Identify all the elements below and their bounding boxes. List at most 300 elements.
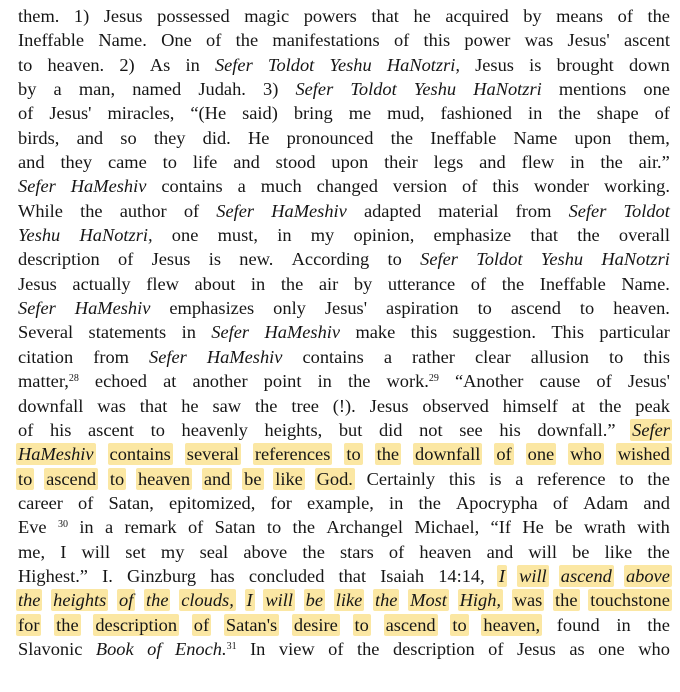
text-run: of xyxy=(118,249,134,270)
text-run: HaNotzri, xyxy=(386,54,460,75)
word xyxy=(577,223,599,247)
text-run: of xyxy=(552,492,569,513)
text-run: he xyxy=(413,6,431,26)
text-run: “Another xyxy=(454,371,524,392)
highlighted-text: be xyxy=(305,590,324,611)
word xyxy=(108,491,153,515)
text-run: at xyxy=(571,395,586,416)
word xyxy=(18,418,33,442)
highlighted-text: contains xyxy=(109,444,171,465)
word xyxy=(590,588,670,612)
highlighted-text: the xyxy=(555,590,578,611)
word xyxy=(140,394,168,418)
highlighted-text: to xyxy=(354,614,369,635)
text-run: man, xyxy=(78,79,116,100)
text-run: Jesus xyxy=(103,6,143,26)
word xyxy=(637,515,670,539)
text-run: of xyxy=(206,30,222,51)
word xyxy=(393,637,475,661)
text-run: Jesus' xyxy=(49,103,92,124)
word xyxy=(570,150,584,174)
text-run: of xyxy=(654,103,670,124)
word xyxy=(384,345,392,369)
word xyxy=(242,101,278,125)
word xyxy=(18,77,36,101)
word xyxy=(281,272,303,296)
text-run: and xyxy=(233,152,260,173)
word xyxy=(125,540,145,564)
word xyxy=(503,394,558,418)
word xyxy=(292,247,370,271)
word xyxy=(618,4,633,28)
word xyxy=(247,588,253,612)
word xyxy=(354,272,372,296)
word xyxy=(626,564,670,588)
word xyxy=(18,272,57,296)
word xyxy=(462,174,477,198)
word xyxy=(120,199,167,223)
word xyxy=(388,272,455,296)
text-run: description xyxy=(18,249,100,270)
word xyxy=(386,296,459,320)
word xyxy=(192,369,247,393)
word xyxy=(127,564,196,588)
text-line xyxy=(18,637,670,661)
word xyxy=(605,540,633,564)
word xyxy=(151,418,165,442)
word xyxy=(580,296,594,320)
word xyxy=(18,150,45,174)
text-run: to xyxy=(150,419,165,440)
text-run: Eve xyxy=(18,517,47,538)
word xyxy=(643,345,670,369)
text-run: a xyxy=(515,468,524,489)
word xyxy=(188,515,203,539)
text-run: remark xyxy=(124,517,177,538)
word xyxy=(540,272,606,296)
text-run: heaven. xyxy=(47,54,105,75)
text-run: description xyxy=(392,638,475,659)
text-run: as xyxy=(569,638,585,659)
highlighted-text: ascend xyxy=(385,614,436,635)
text-run: miracles, xyxy=(107,103,175,124)
text-run: Satan, xyxy=(108,492,154,513)
word xyxy=(628,369,670,393)
word xyxy=(264,369,302,393)
word xyxy=(58,515,68,539)
text-run: (!). xyxy=(332,395,356,416)
text-run: from xyxy=(93,346,129,367)
text-run: Apocrypha xyxy=(456,492,538,513)
text-run: HaNotzri xyxy=(601,249,670,270)
word xyxy=(333,394,356,418)
word xyxy=(18,4,59,28)
word xyxy=(187,442,239,466)
word xyxy=(569,637,584,661)
text-line xyxy=(18,345,670,369)
word xyxy=(104,4,143,28)
word xyxy=(149,345,187,369)
word xyxy=(110,467,124,491)
text-run: fashioned xyxy=(440,103,512,124)
text-run: their xyxy=(384,152,418,173)
word xyxy=(255,394,277,418)
text-line xyxy=(18,77,670,101)
word xyxy=(276,150,316,174)
text-run: point xyxy=(263,371,302,392)
word xyxy=(243,540,287,564)
word xyxy=(418,491,440,515)
text-run: to xyxy=(18,54,33,75)
word xyxy=(18,394,83,418)
text-run: the xyxy=(501,273,525,294)
text-run: emphasizes xyxy=(169,298,255,319)
word xyxy=(599,394,621,418)
word xyxy=(18,588,40,612)
word xyxy=(54,77,62,101)
text-run: “If xyxy=(490,517,511,538)
text-run: make xyxy=(355,322,396,343)
word xyxy=(18,53,32,77)
word xyxy=(236,28,258,52)
highlighted-text: to xyxy=(109,468,125,489)
text-run: that xyxy=(139,395,168,416)
highlighted-text: HaMeshiv xyxy=(18,444,94,465)
text-run: air xyxy=(318,273,339,294)
word xyxy=(163,150,177,174)
word xyxy=(18,637,82,661)
text-run: a xyxy=(104,517,114,538)
text-run: to xyxy=(387,249,402,270)
text-run: the xyxy=(347,371,371,392)
word xyxy=(105,515,113,539)
text-run: Highest.” xyxy=(18,565,88,586)
word xyxy=(438,199,498,223)
text-run: Sefer xyxy=(18,176,56,197)
word xyxy=(531,345,589,369)
word xyxy=(516,199,552,223)
word xyxy=(185,53,199,77)
text-run: author xyxy=(119,200,167,221)
word xyxy=(459,418,482,442)
word xyxy=(294,613,338,637)
text-run: wonder xyxy=(533,176,590,197)
text-run: air.” xyxy=(638,152,670,173)
word xyxy=(147,637,161,661)
highlighted-text: be xyxy=(244,468,262,489)
word xyxy=(522,515,543,539)
text-run: HaMeshiv xyxy=(70,176,147,197)
word xyxy=(604,174,670,198)
text-run: “(He xyxy=(190,103,227,124)
word xyxy=(255,442,331,466)
text-run: only xyxy=(273,298,306,319)
word xyxy=(340,540,374,564)
word xyxy=(317,467,353,491)
text-run: pronounced xyxy=(286,127,374,148)
text-run: of xyxy=(183,200,200,221)
word xyxy=(18,540,45,564)
word xyxy=(449,467,476,491)
text-line xyxy=(18,223,670,247)
word xyxy=(555,588,577,612)
highlighted-text: the xyxy=(376,444,400,465)
word xyxy=(349,101,371,125)
text-run: the xyxy=(356,638,380,659)
word xyxy=(60,150,92,174)
text-run: Yeshu xyxy=(18,225,61,246)
text-run: of xyxy=(470,273,487,294)
text-run: Adam xyxy=(583,492,629,513)
text-run: Jesus xyxy=(369,395,409,416)
text-run: in xyxy=(317,371,332,392)
text-run: concluded xyxy=(248,565,325,586)
text-run: and xyxy=(486,541,514,562)
word xyxy=(251,272,265,296)
word xyxy=(287,126,374,150)
word xyxy=(624,28,670,52)
text-run: one xyxy=(598,638,625,659)
word xyxy=(387,53,460,77)
text-run: ascend xyxy=(510,298,561,319)
text-run: not xyxy=(419,419,443,440)
text-run: wrath xyxy=(583,517,626,538)
text-run: of xyxy=(393,30,410,51)
highlighted-text: heaven, xyxy=(483,614,541,635)
highlighted-text: Satan's xyxy=(225,614,278,635)
text-line xyxy=(18,540,670,564)
word xyxy=(569,199,607,223)
footnote-ref: 30 xyxy=(57,519,68,531)
word xyxy=(233,150,260,174)
word xyxy=(93,345,129,369)
text-run: in xyxy=(616,614,631,635)
text-run: by xyxy=(353,273,373,294)
text-run: down xyxy=(628,54,670,75)
text-run: Sefer xyxy=(18,298,56,319)
word xyxy=(460,588,501,612)
text-run: named xyxy=(132,79,182,100)
word xyxy=(389,540,404,564)
text-run: cause xyxy=(539,371,581,392)
text-run: of xyxy=(187,517,204,538)
word xyxy=(540,369,581,393)
word xyxy=(272,28,379,52)
text-run: He xyxy=(522,517,544,538)
word xyxy=(488,637,503,661)
word xyxy=(354,223,415,247)
word xyxy=(596,369,611,393)
text-run: me, xyxy=(18,541,46,562)
word xyxy=(216,199,254,223)
word xyxy=(182,418,248,442)
word xyxy=(248,126,269,150)
text-run: heaven xyxy=(419,541,472,562)
word xyxy=(80,199,102,223)
word xyxy=(157,4,230,28)
word xyxy=(413,4,430,28)
text-run: of xyxy=(596,371,612,392)
text-run: to xyxy=(162,152,177,173)
word xyxy=(629,53,670,77)
text-run: see xyxy=(459,419,483,440)
word xyxy=(207,345,283,369)
word xyxy=(647,613,669,637)
text-run: at xyxy=(163,371,177,392)
word xyxy=(561,564,612,588)
word xyxy=(445,4,508,28)
text-run: that xyxy=(338,565,367,586)
word xyxy=(473,77,541,101)
word xyxy=(339,564,367,588)
highlighted-text: heights xyxy=(53,590,107,611)
text-line xyxy=(18,272,670,296)
highlighted-text: I xyxy=(498,565,505,586)
text-run: said) xyxy=(242,103,278,124)
word xyxy=(350,77,396,101)
word xyxy=(601,247,669,271)
word xyxy=(267,515,281,539)
word xyxy=(319,272,338,296)
footnote-ref: 29 xyxy=(428,373,439,385)
highlighted-text: Most xyxy=(410,590,447,611)
word xyxy=(483,613,540,637)
text-run: utterance xyxy=(387,273,456,294)
text-run: Isaiah xyxy=(380,565,425,586)
text-run: HaMeshiv xyxy=(271,200,347,221)
text-run: much xyxy=(260,176,302,197)
text-line xyxy=(18,418,670,442)
text-run: view xyxy=(278,638,315,659)
word xyxy=(502,272,524,296)
word xyxy=(348,369,370,393)
word xyxy=(138,467,190,491)
word xyxy=(96,637,134,661)
text-run: the xyxy=(647,541,670,562)
text-run: seal xyxy=(199,541,229,562)
text-run: shape xyxy=(596,103,639,124)
text-line xyxy=(18,126,670,150)
word xyxy=(279,637,315,661)
text-run: of xyxy=(328,638,344,659)
word xyxy=(193,150,218,174)
word xyxy=(181,394,198,418)
word xyxy=(302,540,324,564)
text-run: rather xyxy=(412,346,455,367)
highlighted-text: like xyxy=(335,590,363,611)
word xyxy=(218,223,258,247)
text-run: tree xyxy=(291,395,319,416)
text-run: did xyxy=(378,419,403,440)
highlighted-text: the xyxy=(374,590,398,611)
text-line xyxy=(18,564,670,588)
word xyxy=(389,491,403,515)
text-run: heavenly xyxy=(181,419,248,440)
word xyxy=(318,369,332,393)
text-run: my xyxy=(160,541,185,562)
text-run: reference xyxy=(537,468,606,489)
text-run: be xyxy=(555,517,573,538)
word xyxy=(528,101,542,125)
word xyxy=(655,101,670,125)
word xyxy=(357,637,379,661)
text-run: will xyxy=(528,541,557,562)
word xyxy=(387,369,439,393)
text-run: 14:14, xyxy=(438,565,485,586)
highlighted-text: of xyxy=(193,614,210,635)
word xyxy=(211,320,249,344)
highlighted-text: ascend xyxy=(46,468,97,489)
word xyxy=(82,540,111,564)
word xyxy=(71,174,147,198)
text-run: one xyxy=(643,79,670,100)
text-run: to xyxy=(619,468,634,489)
word xyxy=(478,296,492,320)
text-run: a xyxy=(53,79,62,100)
text-run: possessed xyxy=(157,6,230,26)
text-line xyxy=(18,394,670,418)
word xyxy=(499,564,505,588)
word xyxy=(537,467,605,491)
text-run: suggestion. xyxy=(452,322,536,343)
text-run: downfall.” xyxy=(537,419,616,440)
text-run: in xyxy=(185,54,200,75)
word xyxy=(434,223,512,247)
highlighted-text: who xyxy=(570,444,602,465)
text-run: manifestations xyxy=(272,30,380,51)
word xyxy=(517,637,556,661)
word xyxy=(268,53,314,77)
text-run: heaven. xyxy=(613,298,670,319)
word xyxy=(530,223,558,247)
word xyxy=(555,515,572,539)
text-run: HaMeshiv xyxy=(206,346,283,367)
text-run: my xyxy=(310,225,335,246)
word xyxy=(50,418,71,442)
highlighted-text: Sefer xyxy=(632,419,670,440)
text-run: mud, xyxy=(387,103,425,124)
word xyxy=(584,515,626,539)
word xyxy=(479,150,506,174)
word xyxy=(150,53,170,77)
word xyxy=(18,564,88,588)
word xyxy=(239,247,273,271)
word xyxy=(534,174,589,198)
highlighted-text: clouds, xyxy=(181,590,234,611)
word xyxy=(291,394,319,418)
text-run: in xyxy=(79,517,94,538)
text-run: power xyxy=(464,30,511,51)
word xyxy=(18,126,59,150)
word xyxy=(613,296,670,320)
text-run: Satan xyxy=(214,517,256,538)
word xyxy=(89,320,167,344)
text-line xyxy=(18,53,670,77)
text-line xyxy=(18,4,670,28)
word xyxy=(371,4,399,28)
word xyxy=(377,442,399,466)
text-run: actually xyxy=(72,273,131,294)
text-run: of xyxy=(78,492,94,513)
word xyxy=(415,442,480,466)
highlighted-text: downfall xyxy=(415,444,481,465)
word xyxy=(583,491,628,515)
word xyxy=(265,418,323,442)
word xyxy=(78,491,93,515)
word xyxy=(271,199,347,223)
text-run: another xyxy=(192,371,248,392)
text-run: was xyxy=(97,395,126,416)
